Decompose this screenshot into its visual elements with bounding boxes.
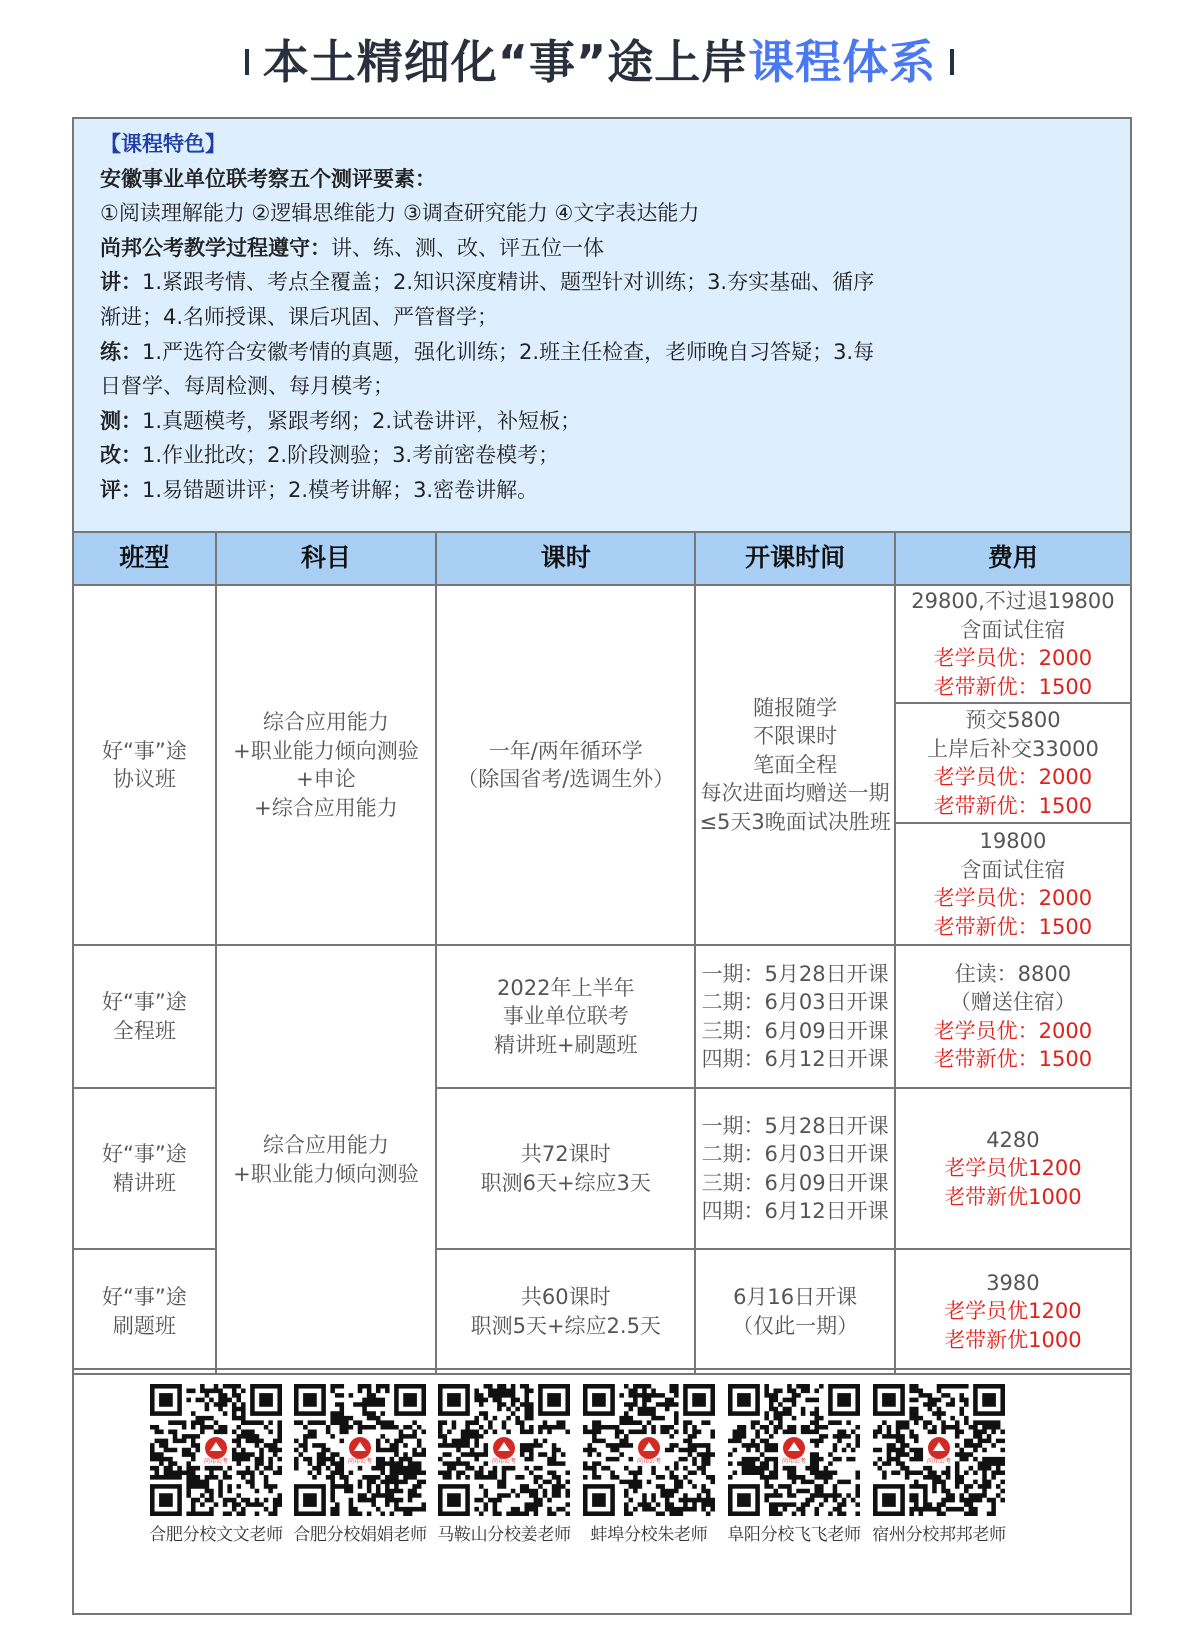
time-shuati: 6月16日开课 （仅此一期）	[695, 1249, 894, 1374]
time-jingjiang: 一期：5月28日开课 二期：6月03日开课 三期：6月09日开课 四期：6月12日开课	[695, 1088, 894, 1249]
contact-card	[284, 1384, 436, 1545]
fee-quancheng: 住读：8800 （赠送住宿） 老学员优：2000 老带新优：1500	[895, 945, 1130, 1088]
contact-card	[573, 1384, 725, 1545]
title-highlight: 课程体系	[748, 35, 937, 89]
header-start-time: 开课时间	[695, 533, 894, 585]
qr-code-icon[interactable]	[873, 1384, 1005, 1516]
features-line: 评：1.易错题讲评；2.模考讲解；3.密卷讲解。	[100, 477, 539, 502]
title-main: 本土精细化“事”途上岸	[262, 35, 749, 89]
contact-card	[140, 1384, 292, 1545]
contact-label: 马鞍山分校姜老师	[437, 1525, 571, 1545]
svg-text:尚邦公考: 尚邦公考	[636, 1458, 662, 1465]
features-line: 讲：1.紧跟考情、考点全覆盖；2.知识深度精讲、题型针对训练；3.夯实基础、循序	[100, 270, 875, 295]
features-line: 尚邦公考教学过程遵守：讲、练、测、改、评五位一体	[100, 235, 604, 260]
title-left-bar	[245, 49, 249, 75]
course-features	[74, 119, 1130, 533]
fee-xieyi-option-2: 预交5800 上岸后补交33000 老学员优：2000 老带新优：1500	[895, 703, 1130, 823]
page-title	[231, 30, 968, 94]
table-header-row	[74, 533, 1130, 585]
features-line: 日督学、每周检测、每月模考；	[100, 374, 394, 399]
svg-text:尚邦公考: 尚邦公考	[347, 1458, 373, 1465]
subject-xieyi: 综合应用能力 +职业能力倾向测验 +申论 +综合应用能力	[216, 585, 436, 945]
svg-text:尚邦公考: 尚邦公考	[926, 1458, 952, 1465]
header-class-type: 班型	[74, 533, 216, 585]
qr-code-icon[interactable]	[294, 1384, 426, 1516]
features-line: 渐进；4.名师授课、课后巩固、严管督学；	[100, 304, 499, 329]
qr-code-icon[interactable]	[583, 1384, 715, 1516]
subject-shared: 综合应用能力 +职业能力倾向测验	[216, 945, 436, 1374]
svg-text:尚邦公考: 尚邦公考	[203, 1458, 229, 1465]
title-right-bar	[950, 49, 954, 75]
fee-xieyi-option-1: 29800,不过退19800 含面试住宿 老学员优：2000 老带新优：1500	[895, 585, 1130, 703]
hours-jingjiang: 共72课时 职测6天+综应3天	[436, 1088, 695, 1249]
features-heading: 【课程特色】	[100, 132, 226, 156]
contact-qr-section	[74, 1368, 1130, 1613]
fee-shuati: 3980 老学员优1200 老带新优1000	[895, 1249, 1130, 1374]
contact-label: 合肥分校娟娟老师	[293, 1525, 427, 1545]
course-table	[74, 533, 1130, 1375]
header-subject: 科目	[216, 533, 436, 585]
contact-label: 合肥分校文文老师	[149, 1525, 283, 1545]
header-fee: 费用	[895, 533, 1130, 585]
course-frame	[72, 117, 1132, 1615]
class-shuati: 好“事”途 刷题班	[74, 1249, 216, 1374]
qr-code-icon[interactable]	[438, 1384, 570, 1516]
contact-label: 阜阳分校飞飞老师	[727, 1525, 861, 1545]
page-header	[0, 30, 1199, 94]
fee-jingjiang: 4280 老学员优1200 老带新优1000	[895, 1088, 1130, 1249]
svg-text:尚邦公考: 尚邦公考	[781, 1458, 807, 1465]
class-xieyi: 好“事”途 协议班	[74, 585, 216, 945]
features-line: 改：1.作业批改；2.阶段测验；3.考前密卷模考；	[100, 443, 560, 468]
contact-card	[863, 1384, 1015, 1545]
qr-code-icon[interactable]	[150, 1384, 282, 1516]
fee-xieyi-option-3: 19800 含面试住宿 老学员优：2000 老带新优：1500	[895, 823, 1130, 945]
contact-card	[718, 1384, 870, 1545]
contact-card	[428, 1384, 580, 1545]
class-quancheng: 好“事”途 全程班	[74, 945, 216, 1088]
hours-quancheng: 2022年上半年 事业单位联考 精讲班+刷题班	[436, 945, 695, 1088]
table-row	[74, 585, 1130, 703]
contact-label: 宿州分校邦邦老师	[872, 1525, 1006, 1545]
header-hours: 课时	[436, 533, 695, 585]
hours-xieyi: 一年/两年循环学 （除国省考/选调生外）	[436, 585, 695, 945]
time-xieyi: 随报随学 不限课时 笔面全程 每次进面均赠送一期 ≤5天3晚面试决胜班	[695, 585, 894, 945]
table-row	[74, 945, 1130, 1088]
qr-code-icon[interactable]	[728, 1384, 860, 1516]
features-line: 安徽事业单位联考察五个测评要素：	[100, 166, 436, 191]
time-quancheng: 一期：5月28日开课 二期：6月03日开课 三期：6月09日开课 四期：6月12日开课	[695, 945, 894, 1088]
svg-text:尚邦公考: 尚邦公考	[491, 1458, 517, 1465]
hours-shuati: 共60课时 职测5天+综应2.5天	[436, 1249, 695, 1374]
class-jingjiang: 好“事”途 精讲班	[74, 1088, 216, 1249]
features-line: 练：1.严选符合安徽考情的真题，强化训练；2.班主任检查，老师晚自习答疑；3.每	[100, 339, 875, 364]
features-line: 测：1.真题模考，紧跟考纲；2.试卷讲评，补短板；	[100, 408, 582, 433]
features-line: ①阅读理解能力 ②逻辑思维能力 ③调查研究能力 ④文字表达能力	[100, 201, 700, 226]
contact-label: 蚌埠分校朱老师	[590, 1525, 708, 1545]
